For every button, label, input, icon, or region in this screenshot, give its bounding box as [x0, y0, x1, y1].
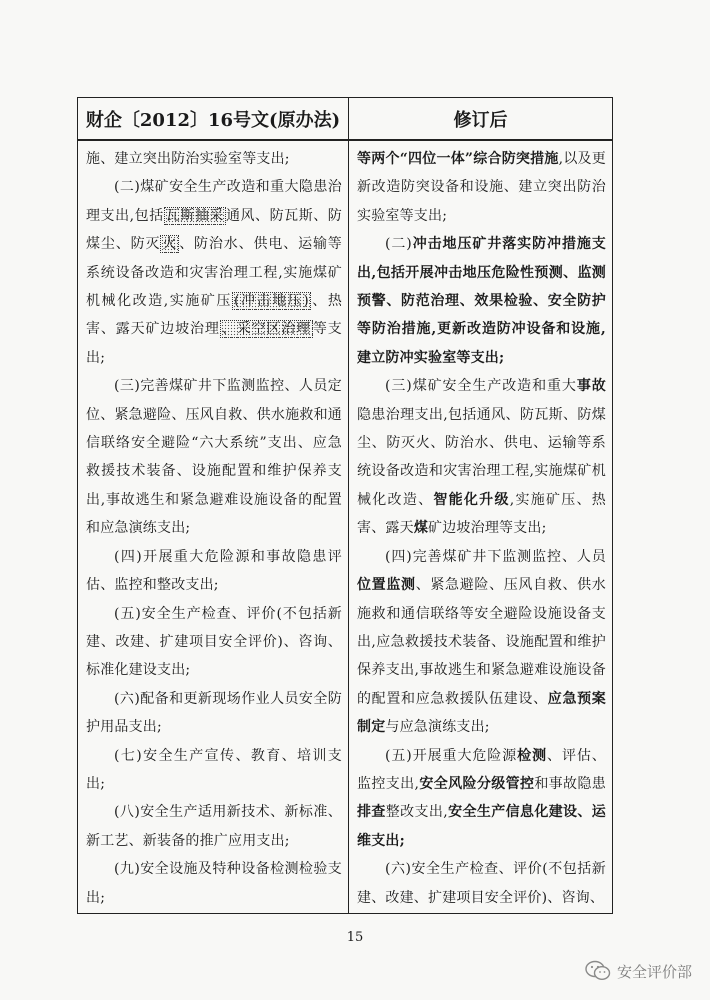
text-run: (六)安全生产检查、评价(不包括新建、改建、扩建项目安全评价)、咨询、	[357, 861, 606, 906]
watermark	[585, 960, 692, 982]
revised-bold-text: 排查	[357, 804, 386, 821]
text-run: (七)安全生产宣传、教育、培训支出;	[86, 747, 342, 792]
revised-paragraph	[357, 145, 606, 230]
comparison-table	[77, 97, 613, 914]
revised-bold-text: 安全生产信息化建设、运维支出;	[357, 804, 607, 849]
text-run: (五)安全生产检查、评价(不包括新建、改建、扩建项目安全评价)、咨询、标准化建设支出;	[86, 605, 342, 679]
revised-bold-text: 冲击地压矿井落实防冲措施支出,包括开展冲击地压危险性预测、监测预警、防范治理、效果检验、安全防护等防治措施,更新改造防冲设备和设施,建立防冲实验室等支出;	[357, 236, 606, 366]
text-run: (四)完善煤矿井下监测监控、人员	[385, 548, 606, 565]
text-run: ,实施矿压、热害、露天	[357, 491, 606, 537]
original-paragraph	[86, 742, 342, 799]
text-run: 施、建立突出防治实验室等支出;	[86, 151, 290, 167]
original-paragraph	[86, 855, 342, 912]
original-text	[78, 141, 348, 912]
text-run: 、紧急避险、压风自救、供水施救和通信联络等安全避险设施设备支出,应急救援技术装备、设施配置和维护保养支出,事故逃生和紧急避难设施设备的配置和应急救援队伍建设、	[357, 577, 606, 707]
original-paragraph	[86, 685, 342, 742]
revised-paragraph	[357, 742, 606, 856]
revised-paragraph	[357, 372, 606, 542]
text-run: (三)煤矿安全生产改造和重大	[385, 378, 577, 395]
text-run: 、热害、露天矿边坡治理	[86, 293, 343, 338]
table-header-row	[78, 98, 613, 141]
text-run: 、防治水、供电、运输等系统设备改造和灾害治理工程,实施煤矿机械化改造,实施矿压	[86, 236, 343, 310]
deleted-text: (冲击地压)	[234, 293, 309, 310]
deleted-text: 、采空区治理	[221, 321, 311, 338]
text-run: (三)完善煤矿井下监测监控、人员定位、紧急避险、压风自救、供水施救和通信联络安全避险“六大系统”支出、应急救援技术装备、设施配置和维护保养支出,事故逃生和紧急避难设施设备的配置和应急演练支出;	[86, 378, 342, 537]
revised-text	[349, 141, 612, 912]
original-column	[78, 140, 349, 914]
revised-paragraph	[357, 543, 606, 742]
revised-bold-text: 等两个“四位一体”综合防突措施	[357, 151, 559, 167]
revised-column	[349, 140, 613, 914]
text-run: (五)开展重大危险源	[385, 747, 518, 764]
original-paragraph	[86, 145, 342, 173]
text-run: 、评估、监控支出,	[357, 747, 606, 792]
page-number: 15	[346, 930, 364, 945]
text-run: 隐患治理支出,包括通风、防瓦斯、防煤尘、防灭火、防治水、供电、运输等系统设备改造和灾害治理工程,实施煤矿机械化改造、	[357, 406, 606, 508]
text-run: (八)安全生产适用新技术、新标准、新工艺、新装备的推广应用支出;	[86, 804, 342, 849]
wechat-icon	[585, 960, 611, 982]
deleted-text: 瓦斯抽采	[165, 207, 224, 224]
header-original: 财企〔2012〕16号文(原办法)	[78, 98, 349, 141]
original-paragraph	[86, 600, 342, 685]
revised-bold-text: 位置监测	[357, 577, 416, 594]
revised-paragraph	[357, 230, 606, 372]
text-run: (九)安全设施及特种设备检测检验支出;	[86, 861, 342, 906]
text-run: ,以及更新改造防突设备和设施、建立突出防治实验室等支出;	[357, 151, 606, 224]
header-revised: 修订后	[349, 98, 613, 141]
text-run: (二)	[385, 236, 412, 253]
text-run: 整改支出,	[385, 804, 448, 821]
deleted-text: 火	[162, 236, 178, 253]
text-run: (四)开展重大危险源和事故隐患评估、监控和整改支出;	[86, 548, 342, 594]
text-run: (六)配备和更新现场作业人员安全防护用品支出;	[86, 690, 342, 736]
revised-bold-text: 智能化升级	[433, 491, 510, 508]
watermark-text: 安全评价部	[616, 962, 692, 981]
text-run: 与应急演练支出;	[385, 719, 490, 736]
original-paragraph	[86, 543, 342, 600]
text-run: 通风、防瓦斯、防煤尘、防灭	[86, 207, 342, 253]
original-paragraph	[86, 372, 342, 542]
revised-bold-text: 安全风险分级管控	[419, 775, 535, 792]
text-run: 矿边坡治理等支出;	[428, 520, 547, 537]
original-paragraph	[86, 173, 342, 372]
revised-bold-text: 检测	[517, 747, 548, 764]
revised-paragraph	[357, 855, 606, 912]
original-paragraph	[86, 798, 342, 855]
table-body-row	[78, 140, 613, 914]
revised-bold-text: 应急预案制定	[357, 690, 606, 736]
revised-bold-text: 事故	[576, 378, 606, 395]
text-run: 等支出;	[86, 321, 342, 366]
revised-bold-text: 煤	[413, 520, 429, 537]
text-run: 和事故隐患	[534, 775, 607, 792]
text-run: (二)煤矿安全生产改造和重大隐患治理支出,包括	[86, 179, 342, 224]
